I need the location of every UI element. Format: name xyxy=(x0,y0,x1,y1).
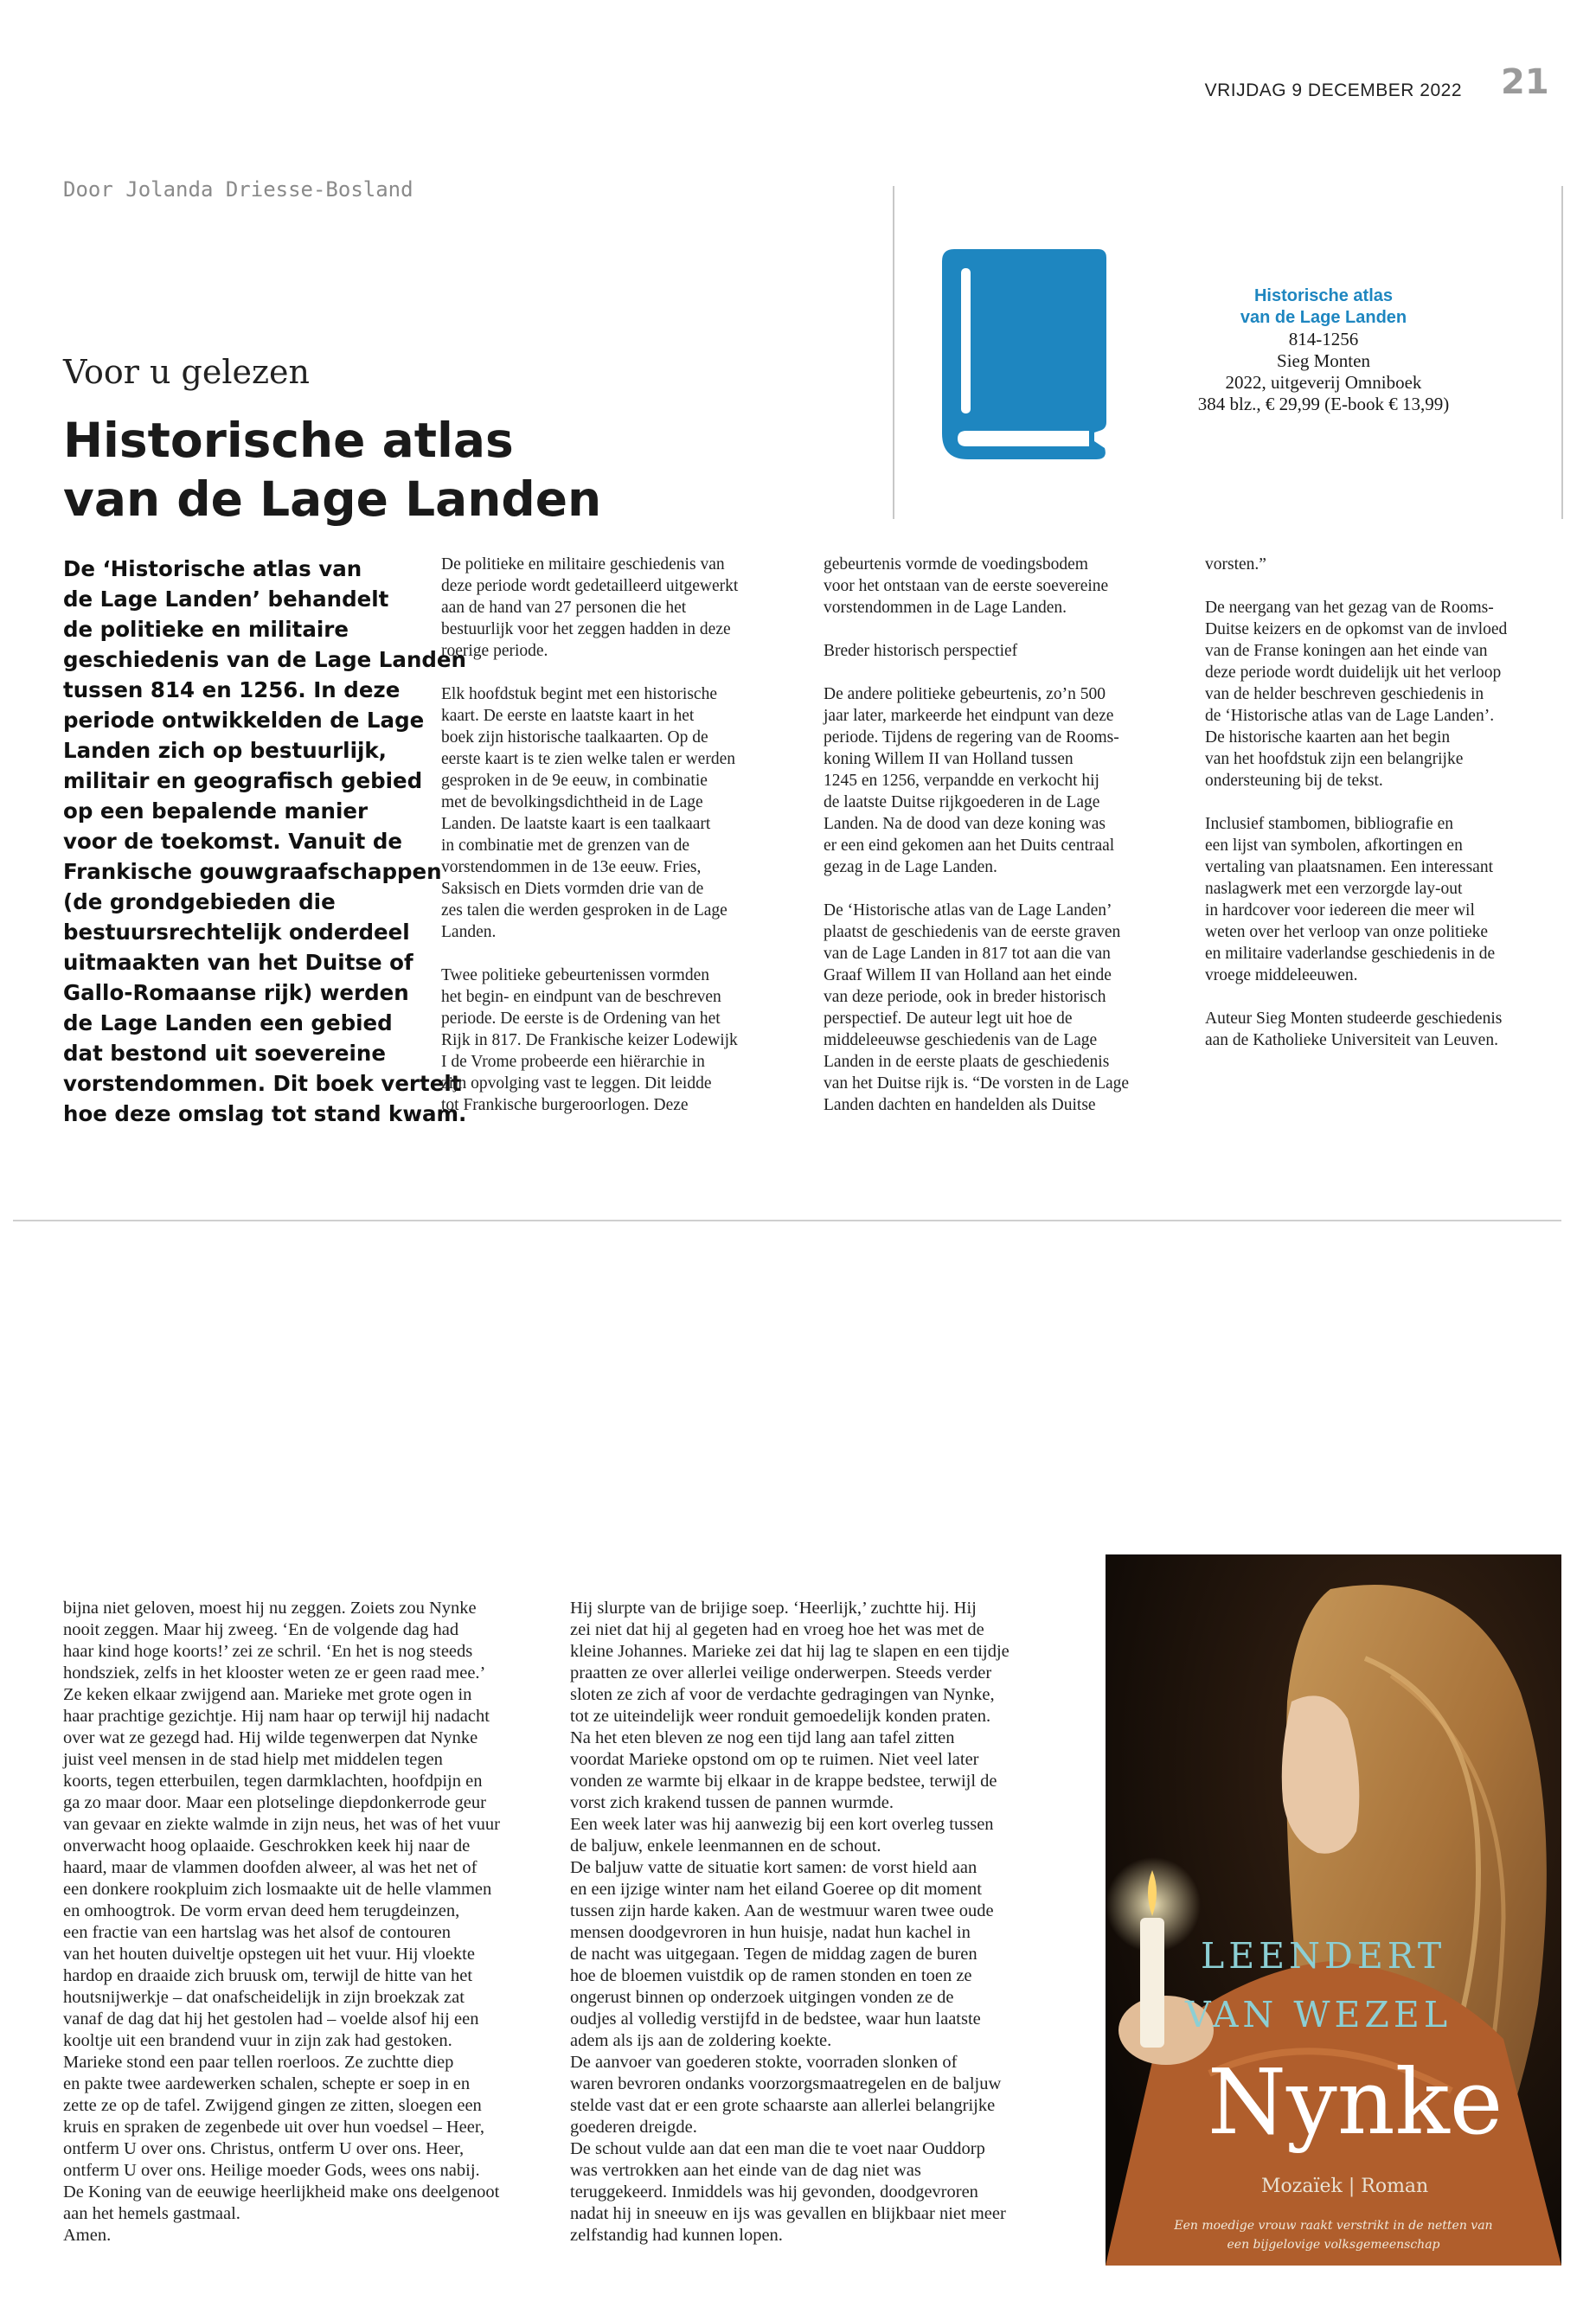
text-line xyxy=(441,662,804,683)
text-line: De baljuw vatte de situatie kort samen: de vorst hield aan xyxy=(570,1858,977,1877)
article-title xyxy=(63,411,842,529)
text-line: het begin- en eindpunt van de beschreven xyxy=(441,988,721,1006)
text-line: goederen dreigde. xyxy=(570,2118,697,2137)
text-line: tot Frankische burgeroorlogen. Deze xyxy=(441,1096,689,1114)
text-line xyxy=(1205,792,1568,813)
text-line: over wat ze gezegd had. Hij wilde tegenwerpen dat Nynke xyxy=(63,1728,478,1747)
issue-date: VRIJDAG 9 DECEMBER 2022 xyxy=(1204,80,1462,100)
lead-line: hoe deze omslag tot stand kwam. xyxy=(63,1101,467,1126)
text-line: een fractie van een hartslag was het alsof de contouren xyxy=(63,1923,451,1942)
text-line: periode. De eerste is de Ordening van het xyxy=(441,1009,721,1028)
text-line: in combinatie met de grenzen van de xyxy=(441,836,689,855)
text-line: vorstendommen in de 13e eeuw. Fries, xyxy=(441,858,702,876)
text-line: koning Willem II van Holland tussen xyxy=(824,750,1074,768)
text-line: ongerust binnen op onderzoek uitgingen vonden ze de xyxy=(570,1988,954,2007)
text-line: periode. Tijdens de regering van de Rooms- xyxy=(824,728,1119,747)
cover-publisher: Mozaïek | Roman xyxy=(1261,2176,1429,2197)
lead-line: uitmaakten van het Duitse of xyxy=(63,950,413,975)
excerpt-column-2 xyxy=(570,1598,1072,2247)
text-line: vonden ze warmte bij elkaar in de krappe bedstee, terwijl de xyxy=(570,1772,997,1791)
text-line: jaar later, markeerde het eindpunt van deze xyxy=(824,707,1114,725)
text-line: Saksisch en Diets vormden drie van de xyxy=(441,880,704,898)
text-line: ga zo maar door. Maar een plotselinge diepdonkerrode geur xyxy=(63,1793,486,1812)
text-line: haard, maar de vlammen doofden alweer, al was het net of xyxy=(63,1858,478,1877)
text-line: van gevaar en ziekte walmde in zijn neus, het was of het vuur xyxy=(63,1815,500,1834)
lead-line: vorstendommen. Dit boek vertelt xyxy=(63,1071,462,1096)
cover-tagline xyxy=(1106,2216,1561,2254)
text-line: De ‘Historische atlas van de Lage Landen’ xyxy=(824,901,1112,920)
text-line: Auteur Sieg Monten studeerde geschiedenis xyxy=(1205,1009,1503,1028)
text-line: ontferm U over ons. Heilige moeder Gods, wees ons nabij. xyxy=(63,2161,480,2180)
book-info xyxy=(1142,285,1505,415)
text-line: van het hoofdstuk zijn een belangrijke xyxy=(1205,750,1464,768)
text-line xyxy=(1205,575,1568,597)
cover-illustration xyxy=(1106,1554,1561,2266)
lead-line: de Lage Landen een gebied xyxy=(63,1010,393,1035)
text-line: Breder historisch perspectief xyxy=(824,642,1018,660)
book-info-years: 814-1256 xyxy=(1288,329,1359,349)
text-line: I de Vrome probeerde een hiërarchie in xyxy=(441,1053,705,1071)
lead-line: De ‘Historische atlas van xyxy=(63,556,362,581)
text-line: tot ze uiteindelijk weer ronduit gemoedelijk konden praten. xyxy=(570,1707,991,1726)
section-divider xyxy=(13,1220,1561,1221)
text-line: Landen. xyxy=(441,923,497,941)
text-line: de nacht was uitgegaan. Tegen de middag zagen de buren xyxy=(570,1945,977,1964)
text-line: de baljuw, enkele leenmannen en de schout. xyxy=(570,1836,881,1856)
text-line: mensen doodgevroren in hun huisje, nadat hun kachel in xyxy=(570,1923,971,1942)
byline: Door Jolanda Driesse-Bosland xyxy=(63,177,413,202)
text-line: was vertrokken aan het einde van de dag niet was xyxy=(570,2161,921,2180)
text-line: Hij slurpte van de brijige soep. ‘Heerlijk,’ zuchtte hij. Hij xyxy=(570,1599,977,1618)
text-line: Landen in de eerste plaats de geschiedenis xyxy=(824,1053,1110,1071)
text-line: en pakte twee aardewerken schalen, schepte er soep in en xyxy=(63,2074,471,2093)
text-line: Een week later was hij aanwezig bij een kort overleg tussen xyxy=(570,1815,994,1834)
lead-line: de Lage Landen’ behandelt xyxy=(63,586,389,612)
lead-line: tussen 814 en 1256. In deze xyxy=(63,677,401,702)
article-column-3 xyxy=(1205,554,1568,1051)
text-line: Graaf Willem II van Holland aan het einde xyxy=(824,966,1112,984)
text-line: vertaling van plaatsnamen. Een interessant xyxy=(1205,858,1494,876)
text-line: gesproken in de 9e eeuw, in combinatie xyxy=(441,772,708,790)
page-number: 21 xyxy=(1501,62,1549,102)
text-line: met de bevolkingsdichtheid in de Lage xyxy=(441,793,703,811)
text-line: zei niet dat hij al gegeten had en vroeg hoe het was met de xyxy=(570,1620,984,1639)
text-line: De schout vulde aan dat een man die te voet naar Ouddorp xyxy=(570,2139,985,2158)
text-line: teruggekeerd. Inmiddels was hij gevonden, doodgevroren xyxy=(570,2182,978,2202)
book-cover xyxy=(1106,1554,1561,2266)
text-line: deze periode wordt duidelijk uit het verloop xyxy=(1205,663,1502,682)
cover-author: LEENDERT xyxy=(1201,1935,1446,1977)
text-line: De politieke en militaire geschiedenis van xyxy=(441,555,725,574)
text-line: aan de hand van 27 personen die het xyxy=(441,599,687,617)
text-line xyxy=(824,878,1187,900)
text-line: juist veel mensen in de stad hielp met middelen tegen xyxy=(63,1750,443,1769)
text-line: kooltje uit een brandend vuur in zijn zak had gestoken. xyxy=(63,2031,452,2050)
text-line: bestuurlijk voor het zeggen hadden in deze xyxy=(441,620,731,638)
text-line: Duitse keizers en de opkomst van de invloed xyxy=(1205,620,1508,638)
text-line: plaatst de geschiedenis van de eerste graven xyxy=(824,923,1121,941)
text-line: van de Lage Landen in 817 tot aan die van xyxy=(824,945,1111,963)
text-line: Marieke stond een paar tellen roerloos. Ze zuchtte diep xyxy=(63,2053,454,2072)
article-column-1 xyxy=(441,554,804,1116)
book-info-title: van de Lage Landen xyxy=(1240,308,1407,327)
text-line: middeleeuwse geschiedenis van de Lage xyxy=(824,1031,1098,1049)
text-line: hoe de bloemen vuistdik op de ramen stonden en toen ze xyxy=(570,1966,972,1985)
book-info-price: 384 blz., € 29,99 (E-book € 13,99) xyxy=(1197,394,1450,414)
book-info-publisher: 2022, uitgeverij Omniboek xyxy=(1225,372,1422,393)
text-line: Landen. Na de dood van deze koning was xyxy=(824,815,1106,833)
text-line: er een eind gekomen aan het Duits centraal xyxy=(824,836,1115,855)
text-line: nooit zeggen. Maar hij zweeg. ‘En de volgende dag had xyxy=(63,1620,459,1639)
text-line: Amen. xyxy=(63,2226,112,2245)
text-line: Landen dachten en handelden als Duitse xyxy=(824,1096,1096,1114)
text-line: waren bevroren ondanks voorzorgsmaatregelen en de baljuw xyxy=(570,2074,1002,2093)
text-line: oudjes al volledig verstijfd in de bedstee, waar hun laatste xyxy=(570,2009,981,2029)
text-line: De neergang van het gezag van de Rooms- xyxy=(1205,599,1494,617)
column-divider xyxy=(1561,186,1563,519)
text-line: en omhoogtrok. De vorm ervan deed hem terugdeinzen, xyxy=(63,1901,460,1920)
text-line: sloten ze zich af voor de verdachte gedragingen van Nynke, xyxy=(570,1685,995,1704)
text-line: vroege middeleeuwen. xyxy=(1205,966,1358,984)
article-column-2 xyxy=(824,554,1187,1116)
text-line: vorstendommen in de Lage Landen. xyxy=(824,599,1067,617)
text-line: Elk hoofdstuk begint met een historische xyxy=(441,685,717,703)
section-kicker: Voor u gelezen xyxy=(63,353,310,391)
text-line: De Koning van de eeuwige heerlijkheid make ons deelgenoot xyxy=(63,2182,500,2202)
text-line xyxy=(441,943,804,965)
text-line: ondersteuning bij de tekst. xyxy=(1205,772,1383,790)
text-line: de laatste Duitse rijkgoederen in de Lage xyxy=(824,793,1100,811)
text-line: naslagwerk met een verzorgde lay-out xyxy=(1205,880,1463,898)
title-line: Historische atlas xyxy=(63,413,514,468)
text-line: stelde vast dat er een grote schaarste aan allerlei belangrijke xyxy=(570,2096,996,2115)
cover-author: VAN WEZEL xyxy=(1185,1994,1452,2035)
text-line: roerige periode. xyxy=(441,642,548,660)
text-line: vanaf de dag dat hij het gestolen had – voelde alsof hij een xyxy=(63,2009,479,2029)
text-line: praatten ze over allerlei veilige onderwerpen. Steeds verder xyxy=(570,1663,992,1682)
text-line: perspectief. De auteur legt uit hoe de xyxy=(824,1009,1073,1028)
text-line: bijna niet geloven, moest hij nu zeggen. Zoiets zou Nynke xyxy=(63,1599,477,1618)
text-line: adem als ijs aan de zoldering koekte. xyxy=(570,2031,832,2050)
text-line: De andere politieke gebeurtenis, zo’n 500 xyxy=(824,685,1106,703)
text-line: zes talen die werden gesproken in de Lage xyxy=(441,901,727,920)
book-info-author: Sieg Monten xyxy=(1277,350,1370,371)
text-line: houtsnijwerkje – dat onafscheidelijk in zijn broekzak zat xyxy=(63,1988,465,2007)
text-line: hondsziek, zelfs in het klooster weten ze er geen raad mee.’ xyxy=(63,1663,486,1682)
text-line: kleine Johannes. Marieke zei dat hij lag te slapen en een tijdje xyxy=(570,1642,1010,1661)
cover-title: Nynke xyxy=(1208,2049,1503,2155)
lead-line: bestuursrechtelijk onderdeel xyxy=(63,920,410,945)
text-line: Landen. De laatste kaart is een taalkaart xyxy=(441,815,711,833)
lead-line: Landen zich op bestuurlijk, xyxy=(63,738,387,763)
text-line: aan het hemels gastmaal. xyxy=(63,2204,240,2223)
text-line: nadat hij in sneeuw en ijs was gevallen en blijkbaar niet meer xyxy=(570,2204,1006,2223)
text-line xyxy=(824,619,1187,640)
book-info-title: Historische atlas xyxy=(1253,286,1394,305)
text-line: Inclusief stambomen, bibliografie en xyxy=(1205,815,1453,833)
lead-line: (de grondgebieden die xyxy=(63,889,336,914)
text-line: van deze periode, ook in breder historisch xyxy=(824,988,1106,1006)
text-line: vorsten.” xyxy=(1205,555,1266,574)
text-line: een lijst van symbolen, afkortingen en xyxy=(1205,836,1463,855)
book-icon xyxy=(942,249,1108,459)
lead-line: militair en geografisch gebied xyxy=(63,768,423,793)
text-line: zette ze op de tafel. Zwijgend gingen ze zitten, sloegen een xyxy=(63,2096,482,2115)
text-line: hardop en draaide zich bruusk om, terwijl de hitte van het xyxy=(63,1966,473,1985)
lead-line: periode ontwikkelden de Lage xyxy=(63,708,425,733)
text-line: kruis en spraken de zegenbede uit over hun voedsel – Heer, xyxy=(63,2118,485,2137)
title-line: van de Lage Landen xyxy=(63,471,602,527)
column-divider xyxy=(893,186,894,519)
lead-line: Frankische gouwgraafschappen xyxy=(63,859,442,884)
cover-tagline-line: een bijgelovige volksgemeenschap xyxy=(1227,2238,1440,2252)
cover-tagline-line: Een moedige vrouw raakt verstrikt in de netten van xyxy=(1174,2219,1493,2233)
text-line: voor het ontstaan van de eerste soevereine xyxy=(824,577,1109,595)
text-line: tussen zijn harde kaken. Aan de westmuur waren twee oude xyxy=(570,1901,994,1920)
text-line: van de helder beschreven geschiedenis in xyxy=(1205,685,1484,703)
text-line: vorst zich krakend tussen de pannen wurmde. xyxy=(570,1793,894,1812)
text-line: Rijk in 817. De Frankische keizer Lodewijk xyxy=(441,1031,738,1049)
text-line: gebeurtenis vormde de voedingsbodem xyxy=(824,555,1088,574)
text-line: voordat Marieke opstond om op te ruimen. Niet veel later xyxy=(570,1750,979,1769)
text-line: zelfstandig had kunnen lopen. xyxy=(570,2226,783,2245)
text-line: boek zijn historische taalkaarten. Op de xyxy=(441,728,708,747)
text-line: een donkere rookpluim zich losmaakte uit de helle vlammen xyxy=(63,1880,492,1899)
text-line xyxy=(824,662,1187,683)
text-line: onverwacht hoog oplaaide. Geschrokken keek hij naar de xyxy=(63,1836,471,1856)
lead-line: voor de toekomst. Vanuit de xyxy=(63,829,403,854)
text-line: koorts, tegen etterbuilen, tegen darmklachten, hoofdpijn en xyxy=(63,1772,483,1791)
excerpt-column-1 xyxy=(63,1598,561,2247)
text-line: Na het eten bleven ze nog een tijd lang aan tafel zitten xyxy=(570,1728,955,1747)
text-line: van de Franse koningen aan het einde van xyxy=(1205,642,1488,660)
text-line: in hardcover voor iedereen die meer wil xyxy=(1205,901,1475,920)
text-line: van het Duitse rijk is. “De vorsten in de Lage xyxy=(824,1074,1130,1093)
lead-line: geschiedenis van de Lage Landen xyxy=(63,647,466,672)
lead-line: op een bepalende manier xyxy=(63,798,369,824)
text-line: haar kind hoge koorts!’ zei ze schril. ‘En het is nog steeds xyxy=(63,1642,473,1661)
text-line: Twee politieke gebeurtenissen vormden xyxy=(441,966,709,984)
text-line: de ‘Historische atlas van de Lage Landen’. xyxy=(1205,707,1495,725)
text-line: ontferm U over ons. Christus, ontferm U over ons. Heer, xyxy=(63,2139,465,2158)
lead-line: de politieke en militaire xyxy=(63,617,349,642)
text-line: 1245 en 1256, verpandde en verkocht hij xyxy=(824,772,1099,790)
text-line: en militaire vaderlandse geschiedenis in de xyxy=(1205,945,1496,963)
text-line: gezag in de Lage Landen. xyxy=(824,858,997,876)
text-line: aan de Katholieke Universiteit van Leuven. xyxy=(1205,1031,1498,1049)
text-line: kaart. De eerste en laatste kaart in het xyxy=(441,707,695,725)
text-line: Ze keken elkaar zwijgend aan. Marieke met grote ogen in xyxy=(63,1685,472,1704)
text-line xyxy=(1205,986,1568,1008)
text-line: De historische kaarten aan het begin xyxy=(1205,728,1451,747)
text-line: deze periode wordt gedetailleerd uitgewerkt xyxy=(441,577,739,595)
text-line: van het houten duiveltje opstegen uit het vuur. Hij vloekte xyxy=(63,1945,475,1964)
text-line: eerste kaart is te zien welke talen er werden xyxy=(441,750,735,768)
text-line: zijn opvolging vast te leggen. Dit leidde xyxy=(441,1074,712,1093)
text-line: en een ijzige winter nam het eiland Goeree op dit moment xyxy=(570,1880,982,1899)
text-line: weten over het verloop van onze politieke xyxy=(1205,923,1489,941)
article-lead xyxy=(63,554,467,1129)
text-line: haar prachtige gezichtje. Hij nam haar op terwijl hij nadacht xyxy=(63,1707,490,1726)
lead-line: Gallo-Romaanse rijk) werden xyxy=(63,980,409,1005)
text-line: De aanvoer van goederen stokte, voorraden slonken of xyxy=(570,2053,958,2072)
lead-line: dat bestond uit soevereine xyxy=(63,1041,386,1066)
